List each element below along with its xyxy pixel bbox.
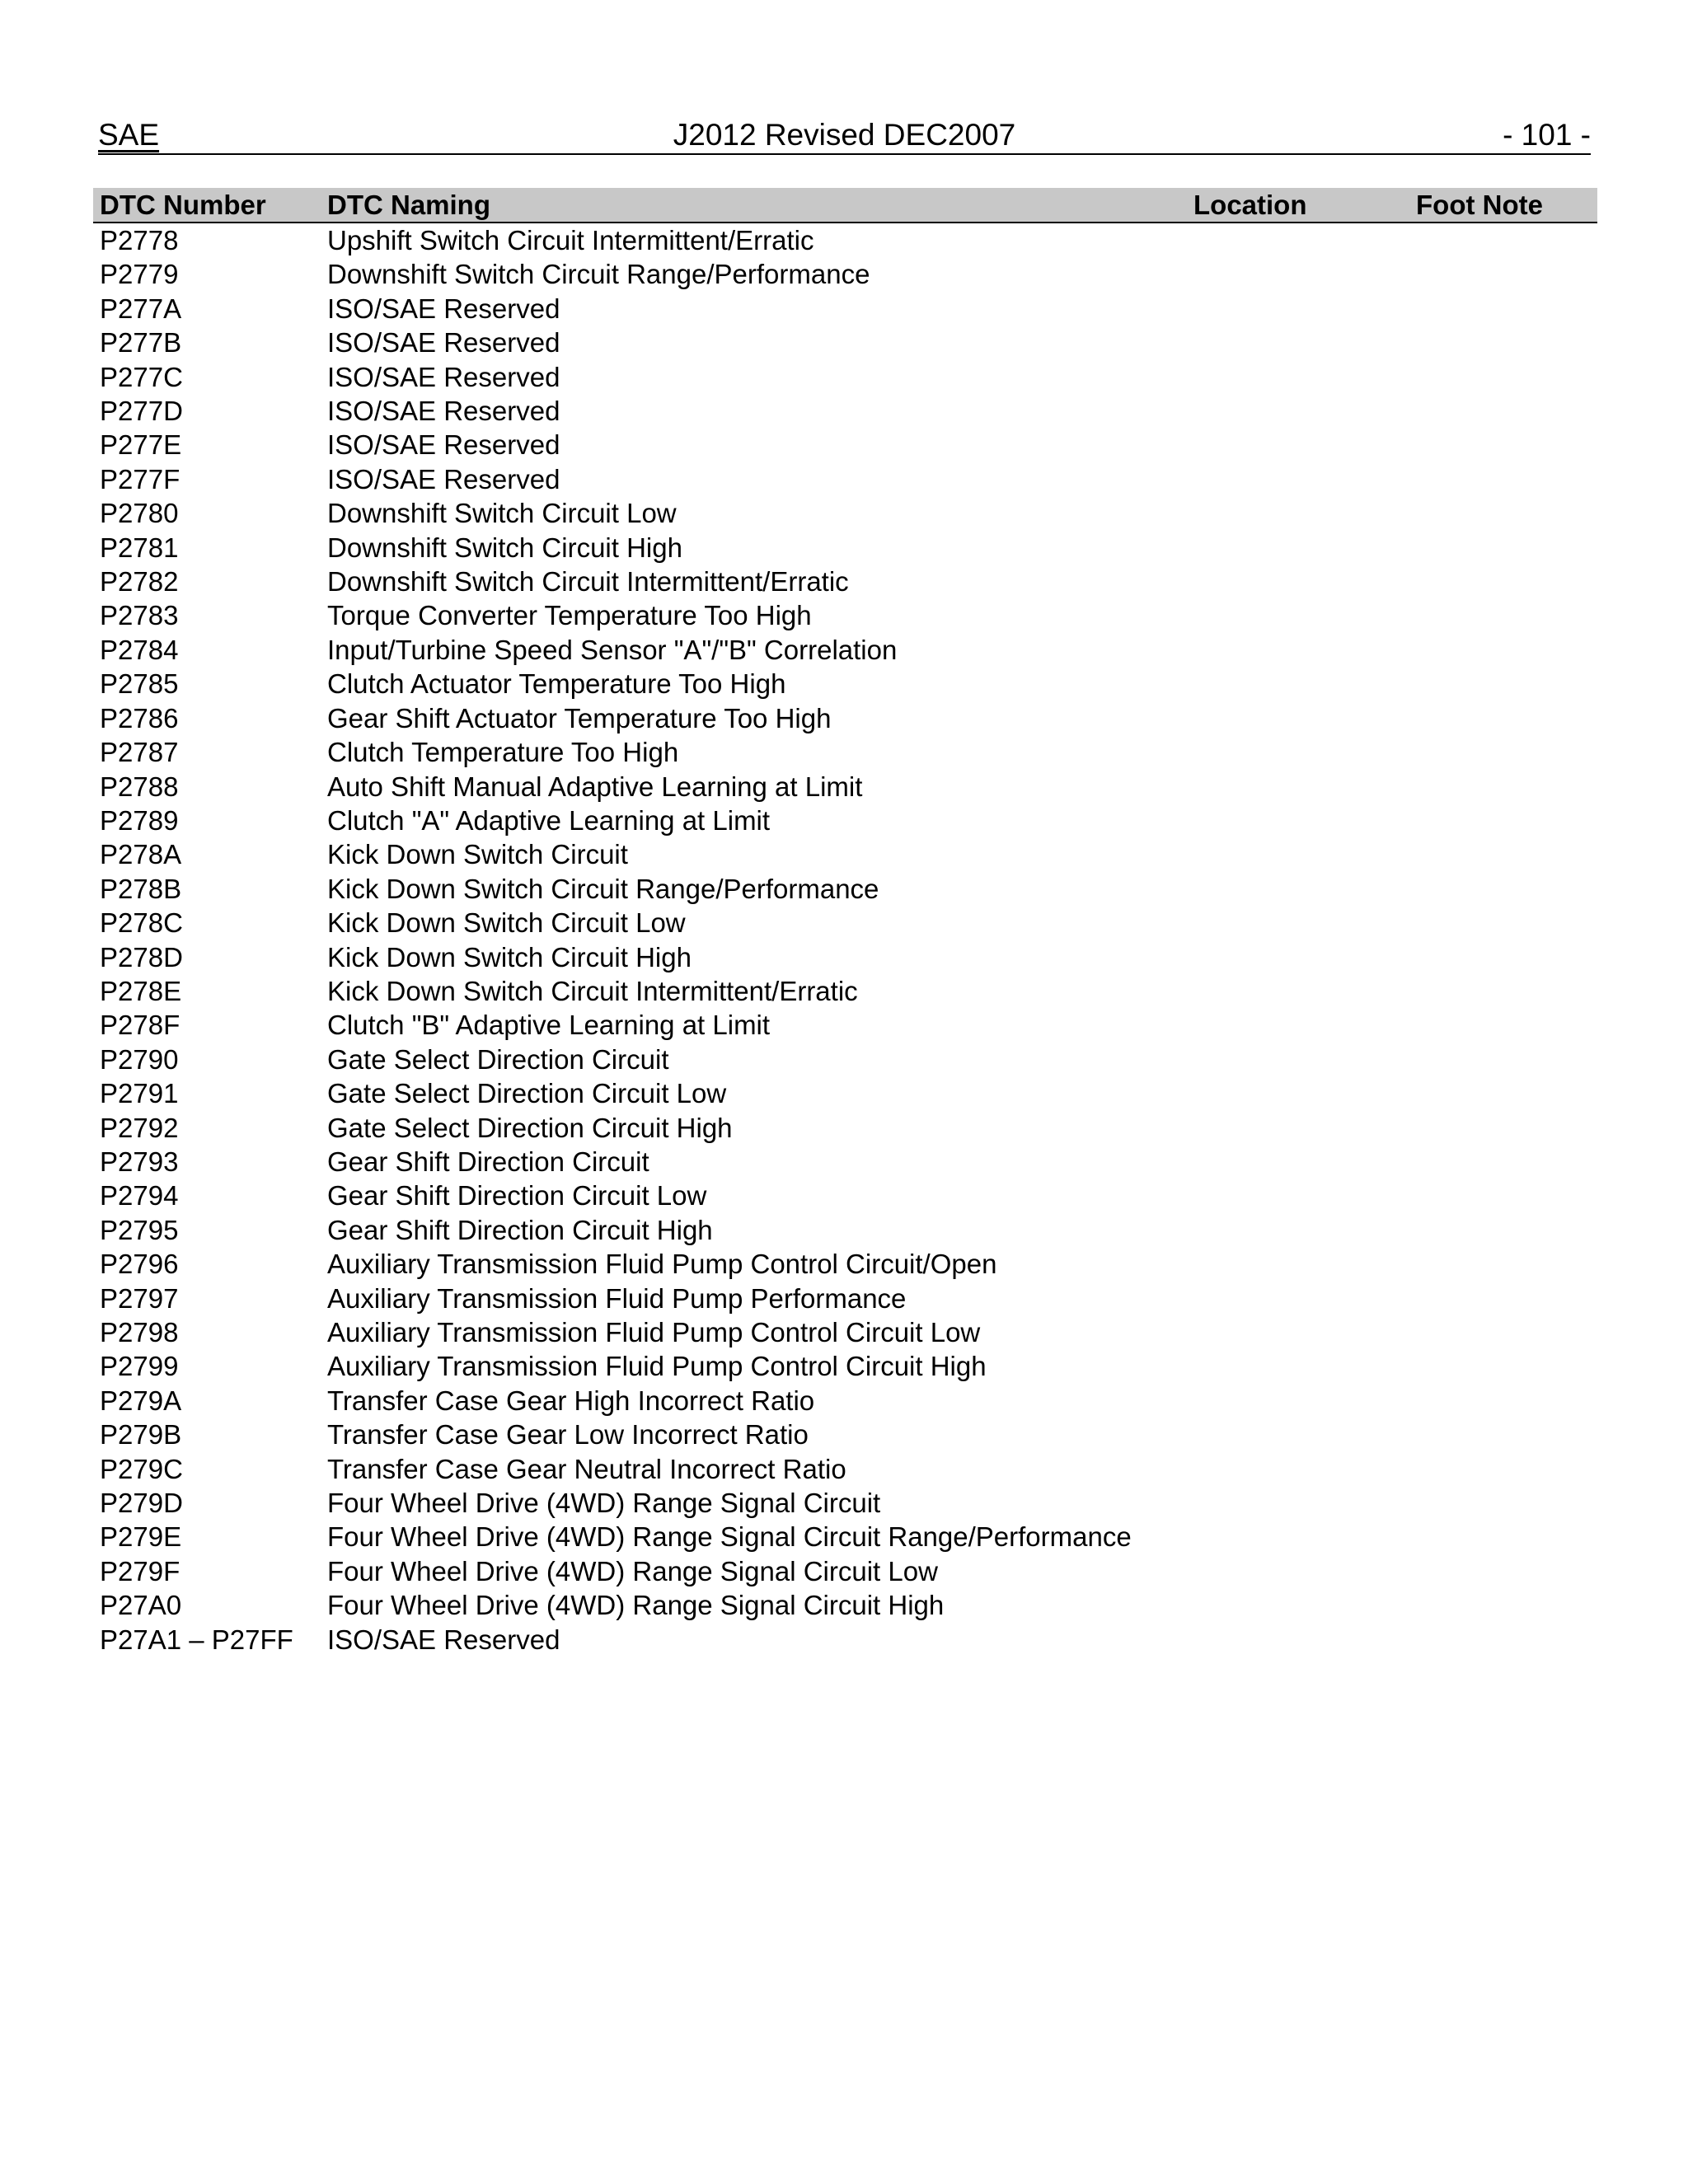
dtc-naming-cell: Downshift Switch Circuit Range/Performance [327,259,870,290]
table-row [93,940,1597,974]
dtc-number-cell: P2782 [100,566,179,598]
column-header-location: Location [1193,188,1416,223]
dtc-naming-cell: Clutch Actuator Temperature Too High [327,668,786,700]
dtc-number-cell: P278C [100,907,183,939]
foot-note-cell [1416,531,1597,565]
dtc-number-cell: P2787 [100,737,179,768]
location-cell [1193,1145,1416,1179]
table-row [93,1145,1597,1179]
table-row [93,633,1597,667]
dtc-naming-cell: Upshift Switch Circuit Intermittent/Erratic [327,225,814,255]
foot-note-cell [1416,872,1597,906]
dtc-number-cell: P2797 [100,1282,179,1314]
location-cell [1193,428,1416,462]
table-row [93,1486,1597,1520]
foot-note-cell [1416,633,1597,667]
table-row [93,1315,1597,1349]
foot-note-cell [1416,428,1597,462]
column-header-dtc-number: DTC Number [93,188,327,223]
dtc-number-cell: P277F [100,463,181,494]
foot-note-cell [1416,1623,1597,1657]
foot-note-cell [1416,292,1597,326]
location-cell [1193,633,1416,667]
foot-note-cell [1416,1349,1597,1383]
dtc-number-cell: P2795 [100,1214,179,1245]
dtc-number-cell: P2791 [100,1078,179,1109]
dtc-naming-cell: ISO/SAE Reserved [327,327,560,359]
table-row [93,770,1597,804]
foot-note-cell [1416,1247,1597,1281]
location-cell [1193,1179,1416,1212]
dtc-naming-cell: ISO/SAE Reserved [327,1624,560,1655]
table-row [93,1452,1597,1486]
dtc-number-cell: P2786 [100,702,179,733]
foot-note-cell [1416,496,1597,530]
dtc-number-cell: P2790 [100,1043,179,1075]
dtc-number-cell: P277A [100,293,182,324]
foot-note-cell [1416,1486,1597,1520]
foot-note-cell [1416,667,1597,701]
foot-note-cell [1416,804,1597,837]
table-row [93,1008,1597,1042]
dtc-naming-cell: Auxiliary Transmission Fluid Pump Performance [327,1282,907,1314]
location-cell [1193,1554,1416,1588]
table-header-row [93,188,1597,223]
location-cell [1193,804,1416,837]
dtc-naming-cell: Four Wheel Drive (4WD) Range Signal Circuit High [327,1590,945,1621]
foot-note-cell [1416,1043,1597,1076]
foot-note-cell [1416,701,1597,735]
dtc-number-cell: P278E [100,975,182,1006]
location-cell [1193,1213,1416,1247]
dtc-naming-cell: Kick Down Switch Circuit High [327,941,692,972]
dtc-number-cell: P2796 [100,1249,179,1280]
header-document-title: J2012 Revised DEC2007 [673,118,1016,152]
dtc-number-cell: P2784 [100,634,179,665]
table-row [93,1043,1597,1076]
table-row [93,906,1597,940]
dtc-naming-cell: Downshift Switch Circuit Low [327,498,677,529]
dtc-naming-cell: Four Wheel Drive (4WD) Range Signal Circuit Low [327,1555,938,1586]
dtc-naming-cell: Clutch Temperature Too High [327,737,679,768]
location-cell [1193,837,1416,871]
foot-note-cell [1416,1008,1597,1042]
dtc-number-cell: P2794 [100,1180,179,1212]
dtc-number-cell: P2780 [100,498,179,529]
table-row [93,1247,1597,1281]
dtc-number-cell: P2798 [100,1317,179,1347]
table-row [93,701,1597,735]
dtc-number-cell: P278A [100,839,182,870]
dtc-table [93,188,1597,1657]
dtc-naming-cell: ISO/SAE Reserved [327,463,560,494]
dtc-naming-cell: ISO/SAE Reserved [327,429,560,461]
location-cell [1193,1111,1416,1145]
dtc-number-cell: P2789 [100,804,179,836]
foot-note-cell [1416,837,1597,871]
dtc-naming-cell: Gate Select Direction Circuit [327,1043,669,1075]
dtc-number-cell: P2793 [100,1146,179,1177]
dtc-naming-cell: Gear Shift Direction Circuit Low [327,1180,707,1212]
location-cell [1193,1043,1416,1076]
table-row [93,974,1597,1008]
foot-note-cell [1416,1384,1597,1418]
foot-note-cell [1416,906,1597,940]
dtc-naming-cell: Transfer Case Gear Neutral Incorrect Ratio [327,1453,846,1484]
dtc-naming-cell: Downshift Switch Circuit Intermittent/Erratic [327,566,849,598]
foot-note-cell [1416,360,1597,394]
foot-note-cell [1416,223,1597,257]
table-row [93,360,1597,394]
dtc-number-cell: P279A [100,1385,182,1416]
dtc-naming-cell: Four Wheel Drive (4WD) Range Signal Circuit [327,1488,881,1519]
location-cell [1193,462,1416,496]
table-row [93,326,1597,359]
location-cell [1193,292,1416,326]
dtc-number-cell: P278B [100,873,182,904]
location-cell [1193,1486,1416,1520]
dtc-naming-cell: ISO/SAE Reserved [327,293,560,324]
dtc-naming-cell: Torque Converter Temperature Too High [327,600,812,631]
dtc-naming-cell: ISO/SAE Reserved [327,396,560,427]
dtc-naming-cell: Transfer Case Gear Low Incorrect Ratio [327,1419,809,1451]
dtc-number-cell: P27A0 [100,1590,182,1621]
dtc-naming-cell: Downshift Switch Circuit High [327,532,682,563]
table-row [93,428,1597,462]
location-cell [1193,940,1416,974]
dtc-naming-cell: Clutch "A" Adaptive Learning at Limit [327,804,771,836]
location-cell [1193,394,1416,428]
table-row [93,462,1597,496]
location-cell [1193,565,1416,598]
table-row [93,598,1597,632]
foot-note-cell [1416,1076,1597,1110]
foot-note-cell [1416,598,1597,632]
table-row [93,1520,1597,1554]
table-row [93,292,1597,326]
location-cell [1193,1076,1416,1110]
dtc-number-cell: P2779 [100,259,179,290]
table-row [93,1384,1597,1418]
foot-note-cell [1416,1111,1597,1145]
foot-note-cell [1416,735,1597,769]
dtc-number-cell: P279C [100,1453,183,1484]
dtc-number-cell: P277E [100,429,182,461]
column-header-foot-note: Foot Note [1416,188,1597,223]
dtc-naming-cell: ISO/SAE Reserved [327,361,560,392]
foot-note-cell [1416,770,1597,804]
dtc-naming-cell: Gear Shift Direction Circuit [327,1146,649,1177]
table-row [93,565,1597,598]
dtc-naming-cell: Kick Down Switch Circuit Intermittent/Erratic [327,975,858,1006]
table-header [93,188,1597,223]
table-row [93,1349,1597,1383]
foot-note-cell [1416,1145,1597,1179]
table-row [93,1111,1597,1145]
foot-note-cell [1416,462,1597,496]
dtc-naming-cell: Gear Shift Actuator Temperature Too High [327,702,832,733]
dtc-number-cell: P279F [100,1555,181,1586]
foot-note-cell [1416,1588,1597,1622]
foot-note-cell [1416,1282,1597,1315]
location-cell [1193,1315,1416,1349]
dtc-number-cell: P2783 [100,600,179,631]
table-row [93,1554,1597,1588]
table-row [93,1418,1597,1451]
table-body [93,223,1597,1657]
dtc-number-cell: P2781 [100,532,179,563]
dtc-naming-cell: Auto Shift Manual Adaptive Learning at Limit [327,771,863,802]
table-row [93,667,1597,701]
location-cell [1193,223,1416,257]
dtc-naming-cell: Gate Select Direction Circuit Low [327,1078,727,1109]
table-row [93,1179,1597,1212]
dtc-number-cell: P278F [100,1010,181,1041]
dtc-naming-cell: Kick Down Switch Circuit [327,839,628,870]
table-row [93,1588,1597,1622]
location-cell [1193,1384,1416,1418]
dtc-number-cell: P27A1 – P27FF [100,1624,293,1655]
table-row [93,804,1597,837]
location-cell [1193,531,1416,565]
dtc-naming-cell: Kick Down Switch Circuit Range/Performance [327,873,879,904]
foot-note-cell [1416,565,1597,598]
foot-note-cell [1416,394,1597,428]
location-cell [1193,1418,1416,1451]
dtc-naming-cell: Transfer Case Gear High Incorrect Ratio [327,1385,815,1416]
location-cell [1193,770,1416,804]
dtc-number-cell: P279E [100,1521,182,1553]
table-row [93,1282,1597,1315]
dtc-number-cell: P277C [100,361,183,392]
foot-note-cell [1416,940,1597,974]
table-row [93,1213,1597,1247]
dtc-naming-cell: Auxiliary Transmission Fluid Pump Control Circuit Low [327,1317,981,1347]
location-cell [1193,1247,1416,1281]
foot-note-cell [1416,1418,1597,1451]
foot-note-cell [1416,257,1597,291]
location-cell [1193,1349,1416,1383]
location-cell [1193,1623,1416,1657]
dtc-naming-cell: Gear Shift Direction Circuit High [327,1214,713,1245]
location-cell [1193,906,1416,940]
dtc-number-cell: P2778 [100,225,179,255]
table-row [93,872,1597,906]
dtc-number-cell: P277D [100,396,183,427]
location-cell [1193,1282,1416,1315]
dtc-naming-cell: Gate Select Direction Circuit High [327,1112,733,1143]
foot-note-cell [1416,1315,1597,1349]
dtc-number-cell: P2788 [100,771,179,802]
table-row [93,223,1597,257]
column-header-dtc-naming: DTC Naming [327,188,1193,223]
dtc-number-cell: P278D [100,941,183,972]
foot-note-cell [1416,1452,1597,1486]
dtc-naming-cell: Input/Turbine Speed Sensor "A"/"B" Correlation [327,634,898,665]
header-page-number: - 101 - [1503,118,1591,152]
location-cell [1193,1452,1416,1486]
location-cell [1193,667,1416,701]
foot-note-cell [1416,974,1597,1008]
dtc-number-cell: P279B [100,1419,182,1451]
dtc-naming-cell: Clutch "B" Adaptive Learning at Limit [327,1010,771,1041]
dtc-number-cell: P279D [100,1488,183,1519]
location-cell [1193,735,1416,769]
table-row [93,394,1597,428]
foot-note-cell [1416,1179,1597,1212]
dtc-naming-cell: Four Wheel Drive (4WD) Range Signal Circuit Range/Performance [327,1521,1132,1553]
dtc-number-cell: P2799 [100,1351,179,1382]
location-cell [1193,1588,1416,1622]
location-cell [1193,598,1416,632]
table-row [93,1623,1597,1657]
dtc-naming-cell: Auxiliary Transmission Fluid Pump Control Circuit/Open [327,1249,997,1280]
location-cell [1193,974,1416,1008]
table-row [93,735,1597,769]
foot-note-cell [1416,1520,1597,1554]
dtc-number-cell: P277B [100,327,182,359]
table-row [93,531,1597,565]
location-cell [1193,360,1416,394]
page-header [98,117,1591,155]
header-organization: SAE [98,118,160,152]
location-cell [1193,1520,1416,1554]
foot-note-cell [1416,1213,1597,1247]
location-cell [1193,701,1416,735]
location-cell [1193,1008,1416,1042]
location-cell [1193,257,1416,291]
location-cell [1193,326,1416,359]
location-cell [1193,496,1416,530]
table-row [93,257,1597,291]
foot-note-cell [1416,1554,1597,1588]
table-row [93,837,1597,871]
location-cell [1193,872,1416,906]
dtc-naming-cell: Kick Down Switch Circuit Low [327,907,686,939]
dtc-number-cell: P2792 [100,1112,179,1143]
dtc-naming-cell: Auxiliary Transmission Fluid Pump Control Circuit High [327,1351,987,1382]
foot-note-cell [1416,326,1597,359]
dtc-number-cell: P2785 [100,668,179,700]
table-row [93,1076,1597,1110]
table-row [93,496,1597,530]
